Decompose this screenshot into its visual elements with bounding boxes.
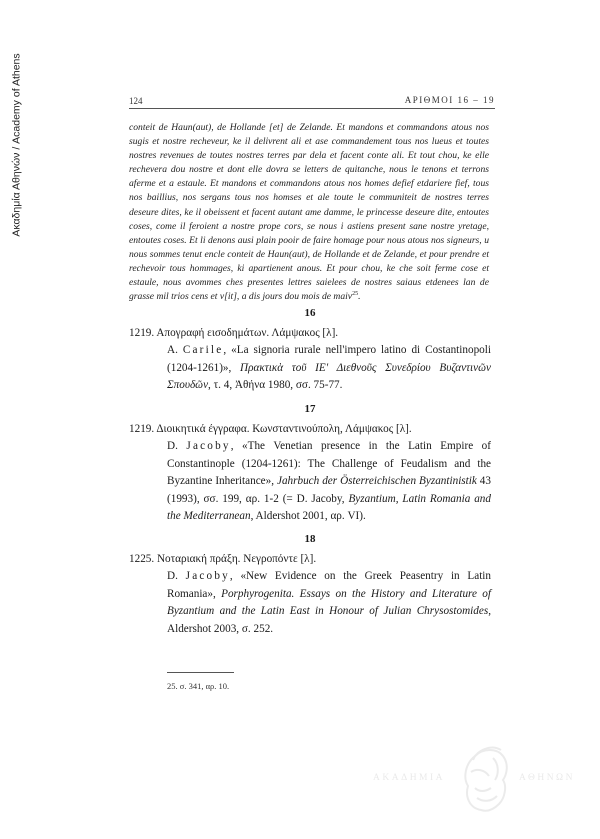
entry-1219-a — [129, 325, 491, 395]
section-number-17: 17 — [304, 403, 316, 415]
entry-id: 1219. — [129, 327, 155, 339]
entry-1225 — [129, 551, 491, 638]
page-number: 124 — [129, 96, 143, 106]
academy-watermark-logo — [373, 728, 583, 818]
author-initial: D. — [167, 440, 178, 453]
footnote-ref: 25 — [352, 290, 359, 297]
charter-text — [129, 121, 489, 304]
citation-text: , «New Evidence on the Greek Peasentry in Latin Romania», — [167, 570, 492, 600]
author-name: Jacoby — [185, 570, 230, 583]
entry-heading — [129, 421, 491, 438]
citation-text: , «The Venetian presence in the Latin Empire of Constantinople (1204-1261): The Challenge of Feudalism and the Byzantine Inheritance», — [167, 440, 492, 488]
athena-head-icon — [465, 748, 506, 811]
entry-title: Απογραφή εισοδημάτων. Λάμψακος [λ]. — [156, 327, 339, 339]
citation-text: , Aldershot 2001, αρ. VI). — [250, 510, 366, 523]
running-head: ΑΡΙΘΜΟΙ 16 – 19 — [404, 95, 495, 105]
citation-journal: Πρακτικὰ τοῦ ΙΕ' Διεθνοῦς Συνεδρίου Βυζαντινῶν Σπουδῶν — [167, 361, 491, 392]
citation-text: , «La signoria rurale nell'impero latino di Costantinopoli (1204-1261)», — [167, 344, 491, 374]
citation-book: Byzantium, Latin Romania and the Mediterranean — [167, 492, 491, 523]
watermark-right-text: ΑΘΗΝΩΝ — [519, 773, 575, 783]
side-label — [8, 40, 26, 250]
citation-text: , τ. 4, Ἀθήνα 1980, σσ. 75-77. — [208, 379, 343, 392]
author-name: Jacoby — [186, 440, 231, 453]
entry-title: Νοταριακή πράξη. Νεγροπόντε [λ]. — [156, 553, 317, 565]
citation-text: 43 (1993), σσ. 199, αρ. 1-2 (= D. Jacoby, — [167, 475, 491, 505]
citation-journal: Jahrbuch der Österreichischen Byzantinistik — [276, 475, 477, 488]
entry-citation — [129, 438, 491, 525]
entry-heading — [129, 325, 491, 342]
footnote-rule — [167, 672, 234, 673]
section-number-16: 16 — [304, 307, 316, 319]
author-name: Carile — [182, 344, 224, 357]
charter-body: conteit de Haun(aut), de Hollande [et] de Zelande. Et mandons et commandons atous nos sugis et nostre recheveur, ke il delivrent ali et ase commandement tous nos lueus et toutes nostres revenues de toutes nostres terres par dela et facent conte ali. Et tout chou, ke elle rechevera dou nostre et dont elle dovra se letters de quitanche, nous le tenons et terrons aferme et a estaule. Et mandons et commandons atous nos homes defief etdariere fief, tous nos baillius, nos sergans tous nos homses et ale toute le communiteit de nostres terres deseure dites, ke il obeissent et facent autant ame damme, le princesse deseure dite, entoutes coses, come il feroient a nostre prope cors, se nous i astiens present sane nostre yretage, entoutes coses. Et li denons ausi plain pooir de faire homage pour nous atous nos signeurs, u nous sommes tenut encle conteit de Haun(aut), de Hollande et de Zelande, et pour prendre et rechevoir tous hommages, ki apartienent anous. Et pour chou, ke che soit ferme cose et estaule, nous avommes ches presentes lettres saielees de nostres saiaus etdenees lan de grasse mil trios cens et v[it], a dis jours dou mois de maiv — [129, 122, 489, 303]
entry-heading — [129, 551, 491, 568]
footnote: 25. σ. 341, αρ. 10. — [167, 681, 230, 691]
entry-id: 1225. — [129, 553, 155, 565]
citation-text: , Aldershot 2003, σ. 252. — [167, 605, 491, 635]
citation-book: Porphyrogenita. Essays on the History and Literature of Byzantium and the Latin East in Honour of Julian Chrysostomides — [167, 587, 491, 618]
entry-1219-b — [129, 421, 491, 525]
entry-id: 1219. — [129, 423, 155, 435]
entry-citation — [129, 342, 491, 394]
watermark-left-text: ΑΚΑΔΗΜΙΑ — [373, 773, 446, 783]
author-initial: D. — [167, 570, 178, 583]
charter-end: . — [358, 291, 361, 303]
author-initial: A. — [167, 344, 178, 357]
header-rule — [129, 108, 495, 109]
entry-title: Διοικητικά έγγραφα. Κωνσταντινούπολη, Λάμψακος [λ]. — [156, 423, 412, 435]
side-label-text: Ακαδημία Αθηνών / Academy of Athens — [11, 53, 23, 237]
section-number-18: 18 — [304, 533, 316, 545]
entry-citation — [129, 568, 491, 638]
